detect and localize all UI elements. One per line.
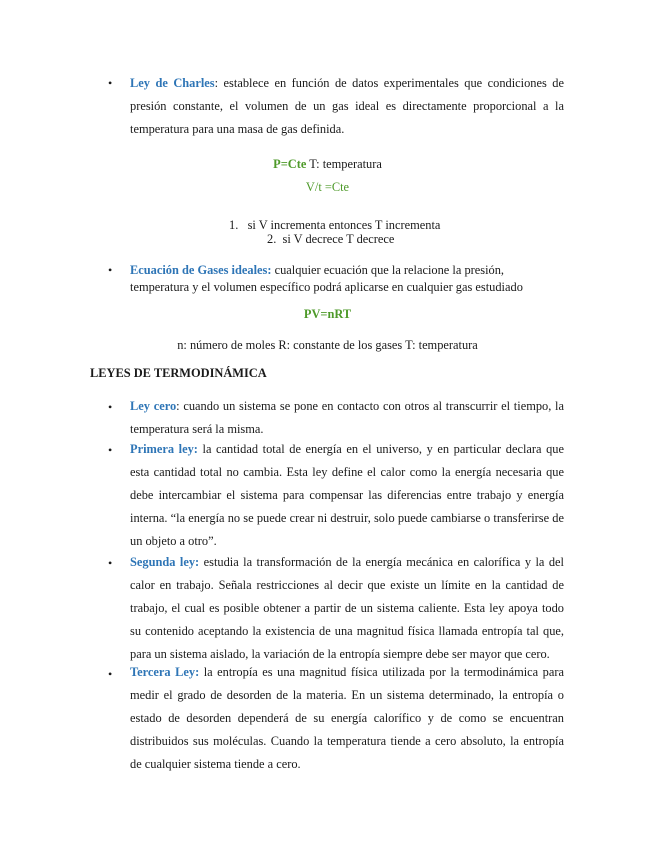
gases-formula: PV=nRT [303,307,352,321]
charles-paragraph [130,72,564,141]
charles-term: Ley de Charles [130,76,215,90]
law-zero-paragraph [130,395,564,441]
charles-text: : establece en función de datos experimentales que condiciones de presión constante, el volumen de un gas ideal es directamente proporcional a la temperatura para una masa de gas definida. [130,76,564,136]
charles-formula [0,157,655,172]
charles-formula-rest: T: temperatura [306,157,382,171]
law-text: : cuando un sistema se pone en contacto con otros al transcurrir el tiempo, la temperatura será la misma. [130,399,564,436]
law-text: la entropía es una magnitud física utilizada por la termodinámica para medir el grado de desorden de la materia. En un sistema determinado, la entropía o estado de desorden dependerá de su energía calorífico y de como se encuentran distribuidos sus moléculas. Cuando la temperatura tiende a cero absoluto, la entropía de cualquier sistema tiende a cero. [130,665,564,771]
list-text: si V decrece T decrece [282,232,395,246]
law-third-paragraph [130,661,564,776]
bullet-marker: • [108,667,113,681]
law-term: Primera ley: [130,442,198,456]
list-number: 1. [229,218,239,232]
section-heading: LEYES DE TERMODINÁMICA [90,366,267,380]
bullet-marker: • [108,556,113,570]
law-term: Tercera Ley: [130,665,200,679]
bullet-marker: • [108,443,113,457]
law-text: la cantidad total de energía en el universo, y en particular declara que esta cantidad total no cambia. Esta ley define el calor como la energía necesaria que debe intercambiar el sistema para compensar las diferencias entre trabajo y energía interna. “la energía no se puede crear ni destruir, solo puede cambiarse o transferirse de un objeto a otro”. [130,442,565,548]
gases-term: Ecuación de Gases ideales: [130,263,272,277]
gases-paragraph [130,262,564,295]
bullet-marker: • [108,400,113,414]
charles-formula-bold: P=Cte [273,157,307,171]
list-item [229,218,440,233]
list-text: si V incrementa entonces T incrementa [247,218,441,232]
gases-text: cualquier ecuación que la relacione la presión, temperatura y el volumen específico podrá aplicarse en cualquier gas estudiado [130,263,523,294]
list-number: 2. [267,232,277,246]
bullet-marker: • [108,76,113,90]
charles-formula-2: V/t =Cte [305,180,350,194]
law-text: estudia la transformación de la energía mecánica en calorífica y la del calor en trabajo. Señala restricciones al decir que existe un límite en la cantidad de trabajo, el cual es posible obtener a partir de un sistema caliente. Esta ley apoya todo su contenido aceptando la existencia de una magnitud física llamada entropía tal que, para un sistema aislado, la variación de la entropía siempre debe ser mayor que cero. [130,555,564,661]
law-first-paragraph [130,438,564,553]
law-term: Segunda ley: [130,555,200,569]
gases-legend: n: número de moles R: constante de los gases T: temperatura [177,338,478,352]
list-item [267,232,394,247]
law-second-paragraph [130,551,564,666]
law-term: Ley cero [130,399,177,413]
bullet-marker: • [108,263,113,277]
